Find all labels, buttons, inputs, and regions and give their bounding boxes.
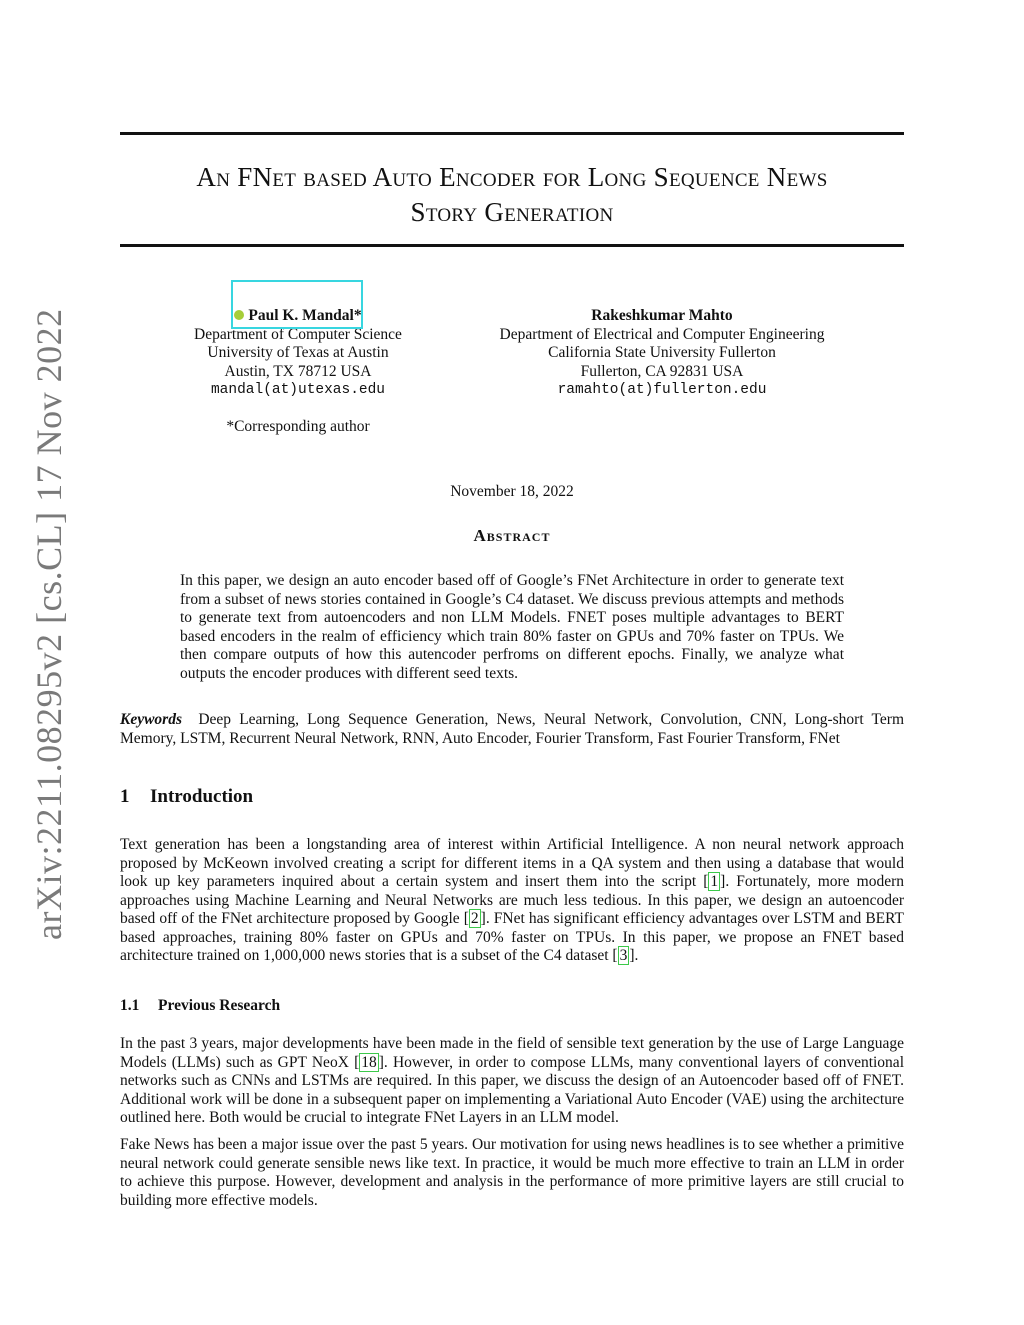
title-bottom-rule — [120, 244, 904, 247]
section-1-number: 1 — [120, 786, 130, 807]
research-text-part-2: ]. However, in order to compose LLMs, many conventional layers of conventional networks such as CNNs and LSTMs are required. In this paper, we discuss the design of an Autoencoder based off of FNET. Additional work will be done in a subsequent paper on implementing a Variational Auto Encoder (VAE) using the architecture outlined here. Both would be crucial to integrate FNet Layers in an LLM model. — [120, 1053, 904, 1126]
citation-link-3[interactable]: 3 — [619, 947, 628, 964]
author-1-name-text: Paul K. Mandal — [248, 307, 354, 324]
intro-text-part-4: ]. — [629, 947, 639, 964]
abstract-text: In this paper, we design an auto encoder based off of Google’s FNet Architecture in order to generate text from a subset of news stories contained in Google’s C4 dataset. We discuss previous attempts and methods to generate text from autoencoders and non LLM Models. FNET poses multiple advantages to BERT based encoders in the realm of efficiency which train 80% faster on GPUs and 70% faster on TPUs. We then compare outputs of how this autencoder perfroms on different epochs. Finally, we analyze what outputs the encoder produces with different seed texts. — [180, 572, 844, 682]
paper-title-line-2: Story Generation — [410, 197, 614, 227]
introduction-paragraph — [120, 836, 904, 966]
author-1-department: Department of Computer Science — [194, 325, 402, 343]
paper-date: November 18, 2022 — [450, 483, 574, 500]
abstract-heading: Abstract — [473, 526, 551, 545]
author-1-email[interactable]: mandal(at)utexas.edu — [210, 382, 386, 398]
corresponding-marker: * — [353, 307, 362, 324]
previous-research-paragraph-2: Fake News has been a major issue over the past 5 years. Our motivation for using news headlines is to see whether a primitive neural network could generate sensible news like text. In practice, it would be much more effective to train an LLM in order to achieve this purpose. However, development and analysis in the performance of more primitive layers are still crucial to building more effective models. — [120, 1136, 904, 1209]
research-text-part-1: In the past 3 years, major developments have been made in the field of sensible text generation by the use of Large Language Models (LLMs) such as GPT NeoX [ — [120, 1035, 904, 1071]
intro-text-part-1: Text generation has been a longstanding area of interest within Artificial Intelligence. A non neural network approach proposed by McKeown involved creating a script for different items in a QA system and then using a database that would look up key parameters inquired about a certain system and insert them into the script [ — [120, 836, 904, 890]
section-1-heading — [120, 786, 253, 808]
keywords-paragraph — [120, 711, 904, 748]
citation-link-1[interactable]: 1 — [710, 873, 719, 890]
keywords-list: Deep Learning, Long Sequence Generation, News, Neural Network, Convolution, CNN, Long-short Term Memory, LSTM, Recurrent Neural Network, RNN, Auto Encoder, Fourier Transform, Fast Fourier Transform, FNet — [120, 711, 904, 747]
paper-title-line-1: An FNet based Auto Encoder for Long Sequence News — [196, 162, 828, 192]
intro-text-part-2: ]. Fortunately, more modern approaches using Machine Learning and Neural Networks are much less tedious. In this paper, we design an autoencoder based off of the FNet architecture proposed by Google [ — [120, 873, 905, 927]
author-2-institution: California State University Fullerton — [548, 344, 776, 361]
paper-title — [120, 160, 904, 230]
keywords-label: Keywords — [120, 711, 182, 728]
subsection-1-1-number: 1.1 — [120, 997, 140, 1014]
author-name-highlight-box — [231, 280, 363, 329]
author-1-location: Austin, TX 78712 USA — [224, 362, 372, 380]
citation-link-2[interactable]: 2 — [470, 910, 479, 927]
section-1-title: Introduction — [150, 786, 254, 807]
corresponding-author-note: *Corresponding author — [226, 417, 370, 435]
author-1-institution: University of Texas at Austin — [207, 344, 389, 361]
previous-research-paragraph-1 — [120, 1035, 904, 1128]
subsection-1-1-title: Previous Research — [158, 997, 281, 1014]
title-top-rule — [120, 132, 904, 135]
citation-link-18[interactable]: 18 — [361, 1053, 377, 1071]
author-name-2: Rakeshkumar Mahto — [591, 307, 733, 324]
intro-text-part-3: ]. FNet has significant efficiency advantages over LSTM and BERT based approaches, training 80% faster on GPUs and 70% faster on TPUs. In this paper, we propose an FNET based architecture trained on 1,000,000 news stories that is a subset of the C4 dataset [ — [120, 910, 904, 964]
author-2-location: Fullerton, CA 92831 USA — [580, 362, 744, 380]
subsection-1-1-heading — [120, 997, 280, 1015]
author-block-2 — [470, 307, 854, 400]
arxiv-identifier: arXiv:2211.08295v2 [cs.CL] 17 Nov 2022 — [29, 308, 69, 940]
author-2-email[interactable]: ramahto(at)fullerton.edu — [557, 382, 767, 398]
author-2-department: Department of Electrical and Computer Engineering — [499, 325, 825, 343]
